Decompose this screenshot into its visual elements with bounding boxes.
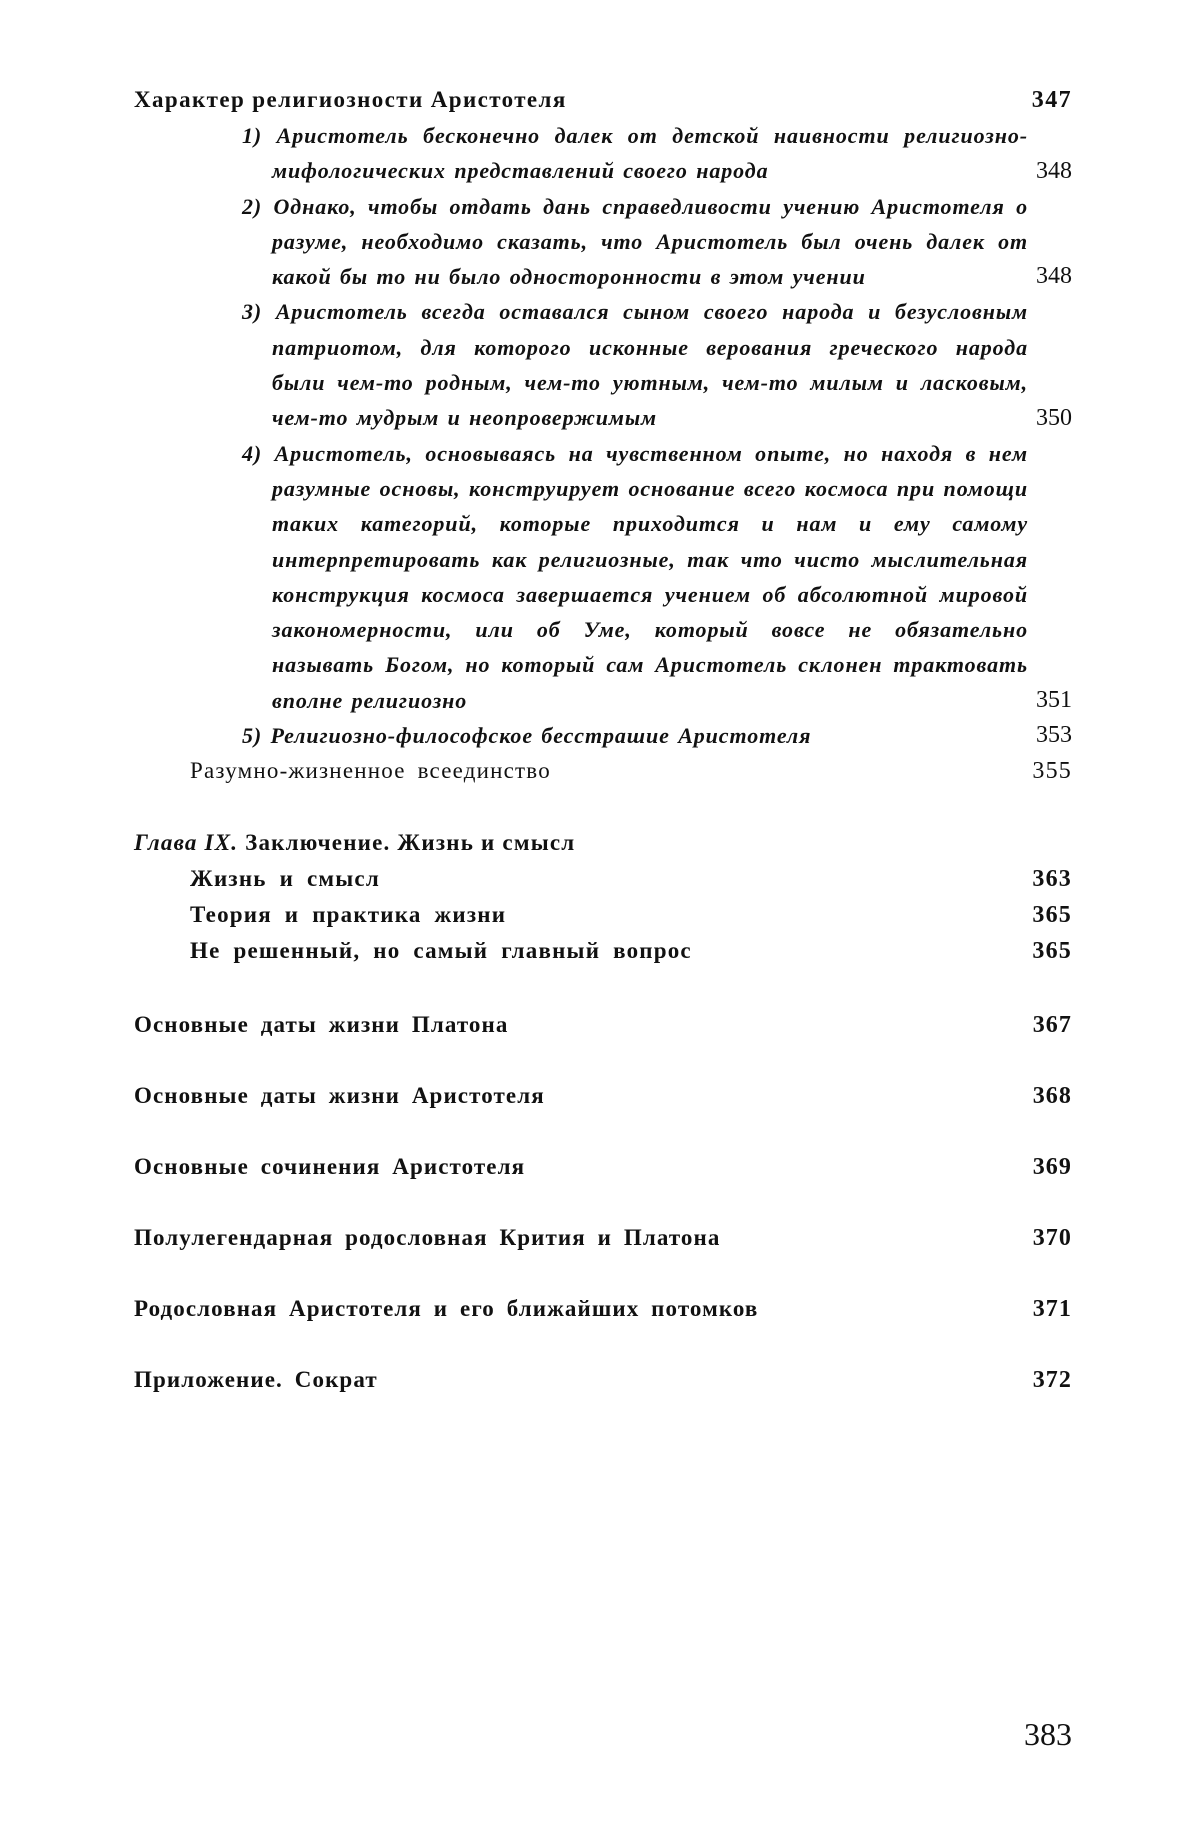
toc-page-number: 347 xyxy=(1012,82,1072,118)
toc-page-number: 350 xyxy=(1012,400,1072,436)
toc-page-number: 351 xyxy=(1012,682,1072,718)
toc-entry-title: Разумно-жизненное всеединство xyxy=(190,753,1072,789)
toc-entry-title: Родословная Аристотеля и его ближайших потомков xyxy=(134,1291,1072,1327)
toc-appendix-entry xyxy=(134,1362,1072,1398)
chapter-label: Глава IX. xyxy=(134,830,238,855)
toc-page-number: 370 xyxy=(1012,1220,1072,1256)
chapter-title: Заключение. Жизнь и смысл xyxy=(245,830,575,855)
toc-page-number: 355 xyxy=(1012,753,1072,789)
toc-sub-entry-text: 4) Аристотель, основываясь на чувственном опыте, но находя в нем разумные основы, конструирует основание всего космоса при помощи таких категорий, которые приходится и нам и ему самому интерпретировать как религиозные, так что чисто мыслительная конструкция космоса завершается учением об абсолютной мировой закономерности, или об Уме, который вовсе не обязательно называть Богом, но который сам Аристотель склонен трактовать вполне религиозно xyxy=(242,436,1028,718)
toc-appendix-entry xyxy=(134,1291,1072,1327)
toc-appendix-entry xyxy=(134,1149,1072,1185)
toc-entry xyxy=(190,753,1072,789)
toc-entry-title: Полулегендарная родословная Крития и Платона xyxy=(134,1220,1072,1256)
toc-page-number: 371 xyxy=(1012,1291,1072,1327)
toc-chapter-item xyxy=(190,897,1072,933)
table-of-contents xyxy=(134,82,1072,1398)
toc-page-number: 365 xyxy=(1012,897,1072,933)
toc-page-number: 363 xyxy=(1012,861,1072,897)
toc-entry-title: Теория и практика жизни xyxy=(190,897,1072,933)
toc-entry-title: Жизнь и смысл xyxy=(190,861,1072,897)
toc-sub-entry xyxy=(134,718,1072,753)
toc-sub-entry xyxy=(134,118,1072,189)
toc-page-number: 369 xyxy=(1012,1149,1072,1185)
toc-page-number: 372 xyxy=(1012,1362,1072,1398)
toc-appendix-entry xyxy=(134,1078,1072,1114)
toc-entry-title: Приложение. Сократ xyxy=(134,1362,1072,1398)
toc-entry-title: Характер религиозности Аристотеля xyxy=(134,82,1072,118)
toc-entry-main xyxy=(134,82,1072,118)
toc-chapter-heading xyxy=(134,825,1072,861)
toc-sub-entry xyxy=(134,436,1072,718)
toc-sub-entry-text: 3) Аристотель всегда оставался сыном своего народа и безусловным патриотом, для которого исконные верования греческого народа были чем-то родным, чем-то уютным, чем-то милым и ласковым, чем-то мудрым и неопровержимым xyxy=(242,294,1028,435)
toc-appendix-entry xyxy=(134,1007,1072,1043)
toc-chapter-item xyxy=(190,933,1072,969)
toc-sub-entry xyxy=(134,189,1072,295)
toc-sub-entry xyxy=(134,294,1072,435)
toc-entry-title: Основные сочинения Аристотеля xyxy=(134,1149,1072,1185)
toc-page-number: 365 xyxy=(1012,933,1072,969)
toc-entry-title: Основные даты жизни Платона xyxy=(134,1007,1072,1043)
toc-appendix-entry xyxy=(134,1220,1072,1256)
toc-entry-title: Не решенный, но самый главный вопрос xyxy=(190,933,1072,969)
toc-page-number: 368 xyxy=(1012,1078,1072,1114)
page-folio-number: 383 xyxy=(1024,1714,1072,1754)
toc-sub-entry-text: 1) Аристотель бесконечно далек от детской наивности религиозно-мифологических представлений своего народа xyxy=(242,118,1028,189)
toc-entry-title: Основные даты жизни Аристотеля xyxy=(134,1078,1072,1114)
toc-page-number: 348 xyxy=(1012,153,1072,189)
toc-page-number: 348 xyxy=(1012,258,1072,294)
toc-sub-entry-text: 2) Однако, чтобы отдать дань справедливости учению Аристотеля о разуме, необходимо сказать, что Аристотель был очень далек от какой бы то ни было односторонности в этом учении xyxy=(242,189,1028,295)
toc-page-number: 367 xyxy=(1012,1007,1072,1043)
toc-sub-entry-text: 5) Религиозно-философское бесстрашие Аристотеля xyxy=(242,718,1028,753)
toc-page-number: 353 xyxy=(1012,717,1072,753)
toc-chapter-item xyxy=(190,861,1072,897)
